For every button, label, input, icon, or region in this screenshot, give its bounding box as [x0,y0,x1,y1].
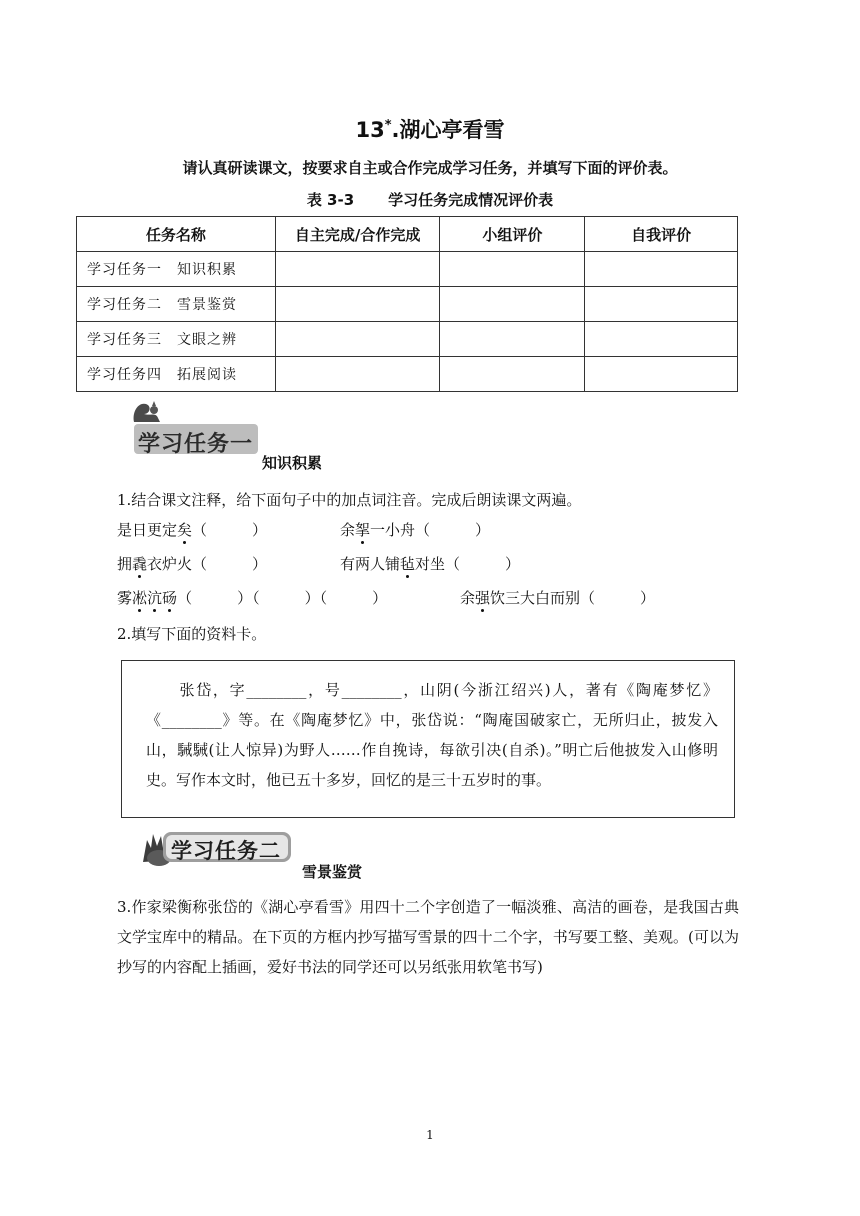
question-1: 1.结合课文注释，给下面句子中的加点词注音。完成后朗读课文两遍。 [117,491,582,509]
item-f: 余强饮三大白而别（ ） [460,589,656,607]
task2-subtitle: 雪景鉴赏 [302,863,363,881]
page-title: 13*.湖心亭看雪 [355,118,505,142]
header-task-name: 任务名称 [77,217,276,252]
table-row [77,322,738,357]
page-number: 1 [426,1128,434,1142]
completion-cell[interactable] [275,252,440,287]
table-row [77,357,738,392]
group-eval-cell[interactable] [440,357,585,392]
header-completion: 自主完成/合作完成 [275,217,440,252]
info-card-text: 张岱，字________，号________，山阴(今浙江绍兴)人，著有《陶庵梦忆》《________》等。在《陶庵梦忆》中，张岱说：“陶庵国破家亡，无所归止，披发入山，駴駴(让人惊异)为野人……作自挽诗，每欲引决(自杀)。”明亡后他披发入山修明史。写作本文时，他已五十多岁，回忆的是三十五岁时的事。 [146,681,718,789]
completion-cell[interactable] [275,322,440,357]
self-eval-cell[interactable] [585,287,738,322]
group-eval-cell[interactable] [440,322,585,357]
self-eval-cell[interactable] [585,322,738,357]
task-name-cell: 学习任务三 文眼之辨 [77,322,276,357]
header-self-eval: 自我评价 [585,217,738,252]
group-eval-cell[interactable] [440,287,585,322]
info-card [121,660,735,818]
table-header-row [77,217,738,252]
item-e: 雾凇沆砀（ ）（ ）（ ） [117,589,388,607]
completion-cell[interactable] [275,357,440,392]
self-eval-cell[interactable] [585,357,738,392]
question-3: 3.作家梁衡称张岱的《湖心亭看雪》用四十二个字创造了一幅淡雅、高洁的画卷，是我国古典文学宝库中的精品。在下页的方框内抄写描写雪景的四十二个字，书写要工整、美观。(可以为抄写的内容配上插画，爱好书法的同学还可以另纸张用软笔书写) [117,898,739,976]
question-2: 2.填写下面的资料卡。 [117,625,267,643]
table-row [77,252,738,287]
task1-banner-label: 学习任务一 [138,432,254,457]
task2-banner [141,830,301,870]
item-a: 是日更定矣（ ） [117,521,268,539]
header-group-eval: 小组评价 [440,217,585,252]
item-d: 有两人铺毡对坐（ ） [340,555,521,573]
self-eval-cell[interactable] [585,252,738,287]
instruction-text: 请认真研读课文，按要求自主或合作完成学习任务，并填写下面的评价表。 [182,159,678,177]
table-caption: 表 3-3 学习任务完成情况评价表 [306,191,554,209]
evaluation-table [76,216,738,392]
completion-cell[interactable] [275,287,440,322]
group-eval-cell[interactable] [440,252,585,287]
task-name-cell: 学习任务四 拓展阅读 [77,357,276,392]
task-name-cell: 学习任务二 雪景鉴赏 [77,287,276,322]
task1-banner [130,398,260,458]
task1-subtitle: 知识积累 [262,454,323,472]
task-name-cell: 学习任务一 知识积累 [77,252,276,287]
item-b: 余挐一小舟（ ） [340,521,491,539]
squirrel-icon [130,398,164,424]
task2-banner-label: 学习任务二 [171,839,281,863]
table-row [77,287,738,322]
item-c: 拥毳衣炉火（ ） [117,555,268,573]
